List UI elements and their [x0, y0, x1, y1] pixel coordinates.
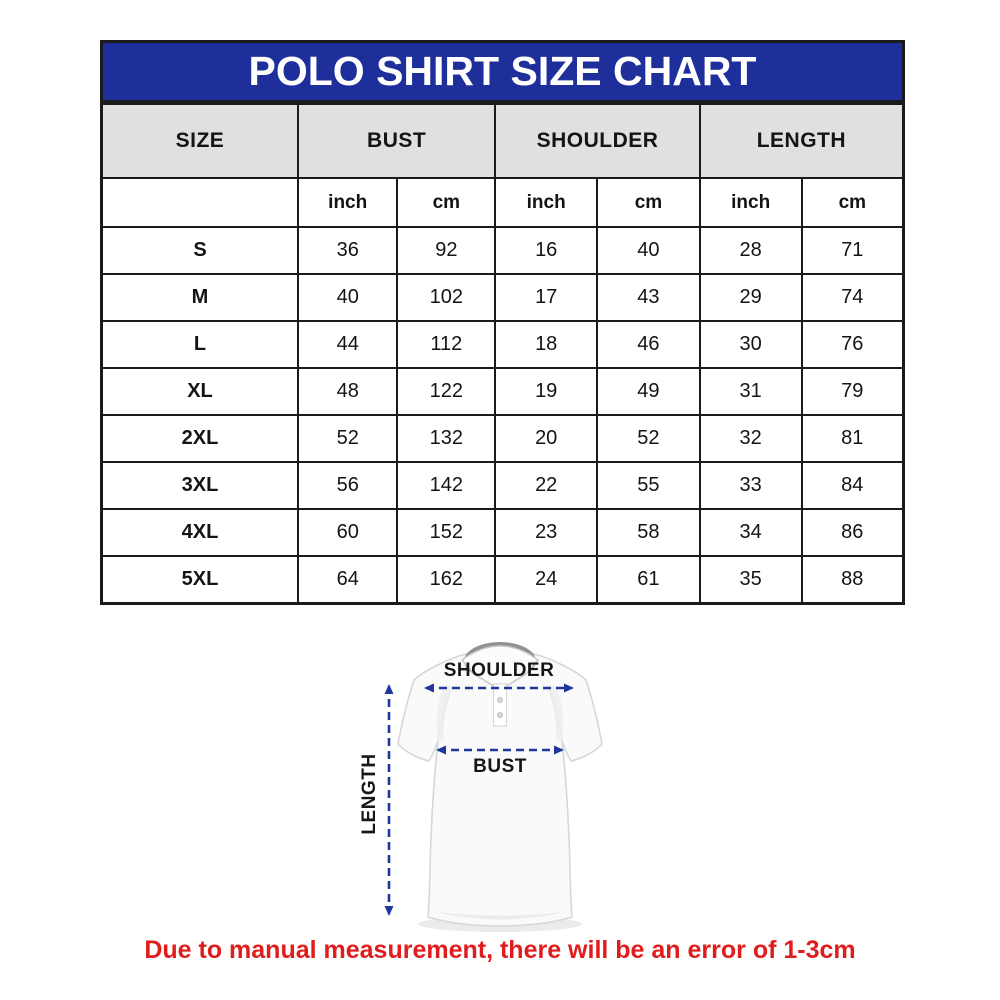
chart-title: POLO SHIRT SIZE CHART	[248, 48, 757, 94]
value-cell: 22	[495, 462, 597, 509]
measurement-disclaimer: Due to manual measurement, there will be an error of 1-3cm	[144, 936, 856, 964]
size-table	[100, 102, 905, 605]
value-cell: 74	[802, 274, 904, 321]
value-cell: 16	[495, 227, 597, 274]
value-cell: 35	[700, 556, 802, 603]
col-header-size: SIZE	[102, 104, 298, 179]
table-row-xl	[102, 368, 904, 415]
value-cell: 29	[700, 274, 802, 321]
unit-cell: inch	[700, 178, 802, 227]
size-cell: 3XL	[102, 462, 298, 509]
unit-blank-cell	[102, 178, 298, 227]
table-row-s	[102, 227, 904, 274]
value-cell: 19	[495, 368, 597, 415]
value-cell: 18	[495, 321, 597, 368]
value-cell: 142	[397, 462, 495, 509]
unit-cell: inch	[495, 178, 597, 227]
table-header-row	[102, 104, 904, 179]
value-cell: 20	[495, 415, 597, 462]
value-cell: 88	[802, 556, 904, 603]
value-cell: 23	[495, 509, 597, 556]
table-row-5xl	[102, 556, 904, 603]
value-cell: 30	[700, 321, 802, 368]
size-cell: 4XL	[102, 509, 298, 556]
value-cell: 52	[597, 415, 700, 462]
unit-cell: cm	[397, 178, 495, 227]
table-row-l	[102, 321, 904, 368]
value-cell: 56	[298, 462, 397, 509]
length-label: LENGTH	[359, 753, 380, 835]
value-cell: 162	[397, 556, 495, 603]
shoulder-label: SHOULDER	[443, 660, 555, 681]
polo-shirt-illustration	[398, 642, 602, 932]
value-cell: 40	[597, 227, 700, 274]
value-cell: 31	[700, 368, 802, 415]
col-header-shoulder: SHOULDER	[495, 104, 699, 179]
value-cell: 46	[597, 321, 700, 368]
value-cell: 71	[802, 227, 904, 274]
measurement-diagram	[330, 628, 680, 940]
value-cell: 48	[298, 368, 397, 415]
value-cell: 132	[397, 415, 495, 462]
value-cell: 24	[495, 556, 597, 603]
value-cell: 60	[298, 509, 397, 556]
col-header-bust: BUST	[298, 104, 495, 179]
size-cell: S	[102, 227, 298, 274]
value-cell: 152	[397, 509, 495, 556]
value-cell: 112	[397, 321, 495, 368]
bust-label: BUST	[473, 756, 527, 777]
unit-cell: inch	[298, 178, 397, 227]
value-cell: 79	[802, 368, 904, 415]
value-cell: 61	[597, 556, 700, 603]
table-row-4xl	[102, 509, 904, 556]
value-cell: 76	[802, 321, 904, 368]
value-cell: 40	[298, 274, 397, 321]
value-cell: 49	[597, 368, 700, 415]
value-cell: 81	[802, 415, 904, 462]
value-cell: 92	[397, 227, 495, 274]
chart-title-banner	[100, 40, 905, 102]
size-cell: 5XL	[102, 556, 298, 603]
value-cell: 64	[298, 556, 397, 603]
value-cell: 52	[298, 415, 397, 462]
value-cell: 36	[298, 227, 397, 274]
unit-cell: cm	[802, 178, 904, 227]
table-row-3xl	[102, 462, 904, 509]
size-cell: XL	[102, 368, 298, 415]
col-header-length: LENGTH	[700, 104, 904, 179]
value-cell: 58	[597, 509, 700, 556]
value-cell: 32	[700, 415, 802, 462]
table-row-m	[102, 274, 904, 321]
size-cell: M	[102, 274, 298, 321]
value-cell: 17	[495, 274, 597, 321]
value-cell: 44	[298, 321, 397, 368]
value-cell: 28	[700, 227, 802, 274]
size-cell: L	[102, 321, 298, 368]
value-cell: 43	[597, 274, 700, 321]
table-unit-row	[102, 178, 904, 227]
value-cell: 122	[397, 368, 495, 415]
size-chart	[100, 40, 905, 605]
value-cell: 55	[597, 462, 700, 509]
value-cell: 102	[397, 274, 495, 321]
value-cell: 33	[700, 462, 802, 509]
value-cell: 86	[802, 509, 904, 556]
size-cell: 2XL	[102, 415, 298, 462]
value-cell: 84	[802, 462, 904, 509]
table-row-2xl	[102, 415, 904, 462]
unit-cell: cm	[597, 178, 700, 227]
value-cell: 34	[700, 509, 802, 556]
